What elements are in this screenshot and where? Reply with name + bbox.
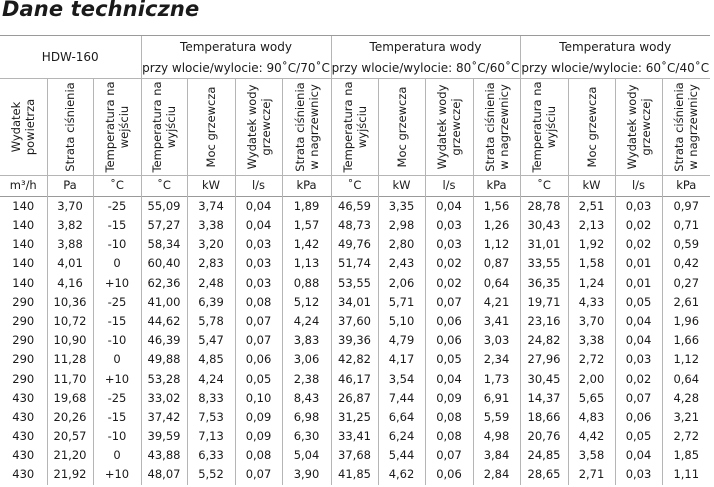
table-cell: 0,09 — [425, 389, 473, 408]
table-cell: 4,16 — [47, 274, 93, 293]
table-cell: 0,06 — [425, 331, 473, 350]
table-cell: 0,04 — [425, 370, 473, 389]
table-cell: 1,73 — [473, 370, 520, 389]
unit-cell: kPa — [473, 176, 520, 197]
table-cell: 19,68 — [47, 389, 93, 408]
table-cell: 0 — [93, 351, 141, 370]
column-header — [141, 79, 187, 176]
table-cell: 30,45 — [520, 370, 568, 389]
column-header — [187, 79, 235, 176]
table-cell: 3,84 — [473, 446, 520, 465]
table-cell: -15 — [93, 216, 141, 235]
table-row — [0, 293, 710, 312]
table-cell: 3,06 — [282, 351, 331, 370]
table-cell: 31,25 — [331, 408, 378, 427]
table-row — [0, 197, 710, 217]
column-header — [520, 79, 568, 176]
table-cell: 4,79 — [378, 331, 425, 350]
table-cell: 0,04 — [235, 197, 282, 217]
table-cell: 33,55 — [520, 255, 568, 274]
table-cell: 10,36 — [47, 293, 93, 312]
table-cell: 3,70 — [568, 312, 615, 331]
table-cell: 3,74 — [187, 197, 235, 217]
table-cell: 0,10 — [235, 389, 282, 408]
table-cell: 2,72 — [568, 351, 615, 370]
table-cell: 4,42 — [568, 427, 615, 446]
table-cell: 430 — [12, 467, 35, 482]
table-cell: 4,98 — [473, 427, 520, 446]
table-cell: 0,06 — [615, 408, 662, 427]
table-cell: 290 — [12, 371, 35, 386]
table-cell: 4,01 — [47, 255, 93, 274]
table-cell: 48,07 — [141, 466, 187, 485]
column-header-label: Moc grzewcza — [584, 86, 599, 168]
table-cell: 0,27 — [662, 274, 710, 293]
column-header — [473, 79, 520, 176]
table-cell: +10 — [93, 370, 141, 389]
table-cell: 2,61 — [662, 293, 710, 312]
column-header-label: Moc grzewcza — [204, 86, 218, 168]
table-cell: 0,09 — [235, 427, 282, 446]
unit-cell: kPa — [662, 176, 710, 197]
table-cell: 140 — [12, 237, 35, 252]
unit-cell: kW — [187, 176, 235, 197]
table-cell: 2,43 — [378, 255, 425, 274]
table-cell: 55,09 — [141, 197, 187, 217]
table-cell: 1,13 — [282, 255, 331, 274]
column-header-label: Strata ciśnienia — [63, 82, 77, 172]
table-cell: 430 — [12, 390, 35, 405]
column-header — [662, 79, 710, 176]
table-cell: -10 — [93, 235, 141, 254]
column-header — [568, 79, 615, 176]
table-cell: 0,06 — [425, 466, 473, 485]
table-cell: 24,85 — [520, 446, 568, 465]
table-cell: 33,41 — [331, 427, 378, 446]
table-cell: 0,01 — [615, 255, 662, 274]
table-cell: 3,90 — [282, 466, 331, 485]
table-cell: 0,88 — [282, 274, 331, 293]
table-cell: 14,37 — [520, 389, 568, 408]
column-header — [378, 79, 425, 176]
table-cell: 39,59 — [141, 427, 187, 446]
table-cell: 0,04 — [235, 216, 282, 235]
table-cell: 0,09 — [235, 408, 282, 427]
table-cell: 3,20 — [187, 235, 235, 254]
table-cell: 4,17 — [378, 351, 425, 370]
table-cell: 3,70 — [47, 197, 93, 217]
table-cell: 2,06 — [378, 274, 425, 293]
table-cell: 430 — [12, 409, 35, 424]
table-cell: 7,44 — [378, 389, 425, 408]
table-cell: 6,24 — [378, 427, 425, 446]
table-cell: 6,39 — [187, 293, 235, 312]
table-cell: 0,07 — [425, 293, 473, 312]
table-cell: 1,92 — [568, 235, 615, 254]
table-cell: 2,84 — [473, 466, 520, 485]
table-cell: 6,91 — [473, 389, 520, 408]
table-cell: 4,33 — [568, 293, 615, 312]
table-cell: 60,40 — [141, 255, 187, 274]
table-cell: 37,68 — [331, 446, 378, 465]
table-cell: 5,52 — [187, 466, 235, 485]
table-cell: 5,12 — [282, 293, 331, 312]
table-cell: 44,62 — [141, 312, 187, 331]
table-cell: 2,38 — [282, 370, 331, 389]
table-row — [0, 351, 710, 370]
table-cell: 20,57 — [47, 427, 93, 446]
table-cell: 5,04 — [282, 446, 331, 465]
table-cell: 0,03 — [235, 255, 282, 274]
group-header-3-line1: Temperatura wody — [520, 36, 710, 58]
table-cell: 3,88 — [47, 235, 93, 254]
table-cell: 0,07 — [235, 312, 282, 331]
table-cell: 2,34 — [473, 351, 520, 370]
group-header-2-line1: Temperatura wody — [331, 36, 520, 58]
table-cell: 0,59 — [662, 235, 710, 254]
table-row — [0, 255, 710, 274]
table-cell: 53,55 — [331, 274, 378, 293]
table-cell: 58,34 — [141, 235, 187, 254]
table-cell: 4,83 — [568, 408, 615, 427]
table-cell: 0,02 — [615, 216, 662, 235]
table-cell: 3,58 — [568, 446, 615, 465]
unit-cell: m³/h — [0, 176, 47, 197]
table-cell: 2,51 — [568, 197, 615, 217]
table-cell: 46,39 — [141, 331, 187, 350]
column-header-label: Strata ciśnienia w nagrzewnicy — [672, 82, 701, 172]
table-cell: 2,13 — [568, 216, 615, 235]
table-cell: 2,48 — [187, 274, 235, 293]
table-cell: -25 — [93, 389, 141, 408]
table-cell: 46,59 — [331, 197, 378, 217]
column-header-label: Temperatura na wyjściu — [150, 81, 178, 173]
table-cell: 24,82 — [520, 331, 568, 350]
table-cell: 0,04 — [615, 312, 662, 331]
unit-cell: kW — [568, 176, 615, 197]
column-header-label: Temperatura na wejściu — [103, 81, 131, 173]
table-cell: 5,44 — [378, 446, 425, 465]
table-cell: 0,03 — [425, 216, 473, 235]
table-cell: 0,64 — [473, 274, 520, 293]
table-cell: 2,00 — [568, 370, 615, 389]
table-cell: -15 — [93, 408, 141, 427]
unit-cell: ˚C — [520, 176, 568, 197]
table-cell: 4,21 — [473, 293, 520, 312]
table-cell: 0,06 — [235, 351, 282, 370]
table-cell: 0,03 — [615, 197, 662, 217]
table-cell: 0,07 — [425, 446, 473, 465]
table-cell: 1,58 — [568, 255, 615, 274]
table-cell: 7,13 — [187, 427, 235, 446]
table-cell: 20,26 — [47, 408, 93, 427]
table-cell: 0,04 — [425, 197, 473, 217]
column-header-label: Wydatek powietrza — [9, 98, 38, 156]
table-cell: 1,12 — [473, 235, 520, 254]
column-header — [47, 79, 93, 176]
unit-cell: l/s — [425, 176, 473, 197]
table-cell: 6,30 — [282, 427, 331, 446]
table-cell: 290 — [12, 294, 35, 309]
table-cell: 2,80 — [378, 235, 425, 254]
group-header-2-line2: przy wlocie/wylocie: 80˚C/60˚C — [331, 57, 520, 79]
table-cell: 5,65 — [568, 389, 615, 408]
table-cell: 3,21 — [662, 408, 710, 427]
table-cell: 8,43 — [282, 389, 331, 408]
table-cell: 1,89 — [282, 197, 331, 217]
table-cell: 3,03 — [473, 331, 520, 350]
table-cell: 2,72 — [662, 427, 710, 446]
table-cell: 1,42 — [282, 235, 331, 254]
table-cell: 51,74 — [331, 255, 378, 274]
table-cell: 6,64 — [378, 408, 425, 427]
page-title: Dane techniczne — [2, 0, 200, 21]
table-cell: 0,05 — [615, 293, 662, 312]
table-cell: 53,28 — [141, 370, 187, 389]
column-header-label: Wydatek wody grzewczej — [624, 84, 653, 170]
table-cell: 0,07 — [235, 466, 282, 485]
table-cell: +10 — [93, 466, 141, 485]
table-cell: 5,78 — [187, 312, 235, 331]
table-cell: 0,08 — [425, 408, 473, 427]
table-cell: 0,03 — [615, 466, 662, 485]
table-row — [0, 446, 710, 465]
table-cell: 3,38 — [568, 331, 615, 350]
table-cell: 34,01 — [331, 293, 378, 312]
table-cell: 0,05 — [425, 351, 473, 370]
table-cell: 430 — [12, 429, 35, 444]
unit-cell: l/s — [615, 176, 662, 197]
table-cell: 8,33 — [187, 389, 235, 408]
table-cell: 0,05 — [235, 370, 282, 389]
table-cell: 4,24 — [282, 312, 331, 331]
table-cell: 5,59 — [473, 408, 520, 427]
table-cell: 46,17 — [331, 370, 378, 389]
table-cell: 0,02 — [425, 255, 473, 274]
table-cell: 0,08 — [425, 427, 473, 446]
table-cell: 6,33 — [187, 446, 235, 465]
table-cell: 1,24 — [568, 274, 615, 293]
table-cell: -25 — [93, 293, 141, 312]
table-cell: 0,07 — [235, 331, 282, 350]
table-cell: 3,54 — [378, 370, 425, 389]
table-row — [0, 389, 710, 408]
table-cell: 140 — [12, 198, 35, 213]
column-header-label: Wydatek wody grzewczej — [244, 84, 273, 170]
table-row — [0, 312, 710, 331]
table-cell: 0,02 — [615, 235, 662, 254]
group-header-1-line2: przy wlocie/wylocie: 90˚C/70˚C — [141, 57, 331, 79]
table-row — [0, 427, 710, 446]
column-header-label: Temperatura na wyjściu — [530, 81, 558, 173]
unit-cell: kW — [378, 176, 425, 197]
table-cell: 37,42 — [141, 408, 187, 427]
table-row — [0, 370, 710, 389]
table-cell: 4,62 — [378, 466, 425, 485]
table-cell: 41,85 — [331, 466, 378, 485]
column-header-label: Moc grzewcza — [394, 86, 409, 168]
table-cell: 6,98 — [282, 408, 331, 427]
table-cell: 0,02 — [615, 370, 662, 389]
unit-cell: ˚C — [331, 176, 378, 197]
table-row — [0, 408, 710, 427]
group-header-1-line1: Temperatura wody — [141, 36, 331, 58]
technical-data-table — [0, 35, 710, 485]
column-header-label: Strata ciśnienia w nagrzewnicy — [292, 82, 321, 172]
table-row — [0, 466, 710, 485]
table-cell: 430 — [12, 448, 35, 463]
table-cell: 18,66 — [520, 408, 568, 427]
table-cell: -10 — [93, 331, 141, 350]
table-cell: 1,11 — [662, 466, 710, 485]
column-header — [615, 79, 662, 176]
unit-cell: ˚C — [93, 176, 141, 197]
table-cell: 4,85 — [187, 351, 235, 370]
table-cell: 0,06 — [425, 312, 473, 331]
table-cell: 0,03 — [235, 235, 282, 254]
table-cell: 0,08 — [235, 293, 282, 312]
table-cell: 290 — [12, 352, 35, 367]
table-cell: 0,01 — [615, 274, 662, 293]
table-cell: 2,71 — [568, 466, 615, 485]
table-cell: 49,88 — [141, 351, 187, 370]
table-cell: 26,87 — [331, 389, 378, 408]
table-cell: 0 — [93, 446, 141, 465]
table-cell: 28,65 — [520, 466, 568, 485]
table-cell: 140 — [12, 218, 35, 233]
unit-cell: kPa — [282, 176, 331, 197]
table-cell: 21,92 — [47, 466, 93, 485]
table-cell: -25 — [93, 197, 141, 217]
unit-cell: Pa — [47, 176, 93, 197]
unit-cell: ˚C — [141, 176, 187, 197]
model-header: HDW-160 — [0, 36, 141, 79]
column-header — [235, 79, 282, 176]
table-cell: 20,76 — [520, 427, 568, 446]
table-cell: 0,87 — [473, 255, 520, 274]
table-cell: 19,71 — [520, 293, 568, 312]
table-cell: 30,43 — [520, 216, 568, 235]
table-cell: 48,73 — [331, 216, 378, 235]
column-header — [282, 79, 331, 176]
table-cell: 27,96 — [520, 351, 568, 370]
table-cell: 11,70 — [47, 370, 93, 389]
table-cell: 140 — [12, 256, 35, 271]
table-cell: 4,28 — [662, 389, 710, 408]
table-cell: 0,05 — [615, 427, 662, 446]
table-cell: 1,26 — [473, 216, 520, 235]
table-cell: 36,35 — [520, 274, 568, 293]
group-header-3-line2: przy wlocie/wylocie: 60˚C/40˚C — [520, 57, 710, 79]
table-cell: 3,83 — [282, 331, 331, 350]
table-row — [0, 274, 710, 293]
table-cell: 0,03 — [425, 235, 473, 254]
table-cell: 5,10 — [378, 312, 425, 331]
table-cell: 0,02 — [425, 274, 473, 293]
table-row — [0, 216, 710, 235]
table-cell: 0,42 — [662, 255, 710, 274]
table-cell: 1,85 — [662, 446, 710, 465]
table-cell: 290 — [12, 333, 35, 348]
table-cell: 2,98 — [378, 216, 425, 235]
table-cell: 0,07 — [615, 389, 662, 408]
table-cell: -10 — [93, 427, 141, 446]
table-cell: 1,96 — [662, 312, 710, 331]
table-cell: 0,03 — [235, 274, 282, 293]
table-cell: 62,36 — [141, 274, 187, 293]
table-cell: 43,88 — [141, 446, 187, 465]
table-cell: 21,20 — [47, 446, 93, 465]
table-cell: 37,60 — [331, 312, 378, 331]
table-cell: 1,57 — [282, 216, 331, 235]
table-cell: 0,04 — [615, 331, 662, 350]
table-cell: 0,71 — [662, 216, 710, 235]
table-cell: 290 — [12, 313, 35, 328]
table-row — [0, 331, 710, 350]
table-cell: 10,90 — [47, 331, 93, 350]
table-cell: 49,76 — [331, 235, 378, 254]
column-header-label: Wydatek wody grzewczej — [435, 84, 463, 170]
table-cell: 41,00 — [141, 293, 187, 312]
table-cell: 33,02 — [141, 389, 187, 408]
column-header-label: Temperatura na wyjściu — [340, 81, 369, 173]
column-header-label: Strata ciśnienia w nagrzewnicy — [482, 82, 511, 172]
table-cell: 2,83 — [187, 255, 235, 274]
table-cell: 28,78 — [520, 197, 568, 217]
table-cell: 57,27 — [141, 216, 187, 235]
table-cell: 0,64 — [662, 370, 710, 389]
table-cell: 4,24 — [187, 370, 235, 389]
table-cell: 0,03 — [615, 351, 662, 370]
table-cell: 39,36 — [331, 331, 378, 350]
table-cell: 23,16 — [520, 312, 568, 331]
table-cell: 3,82 — [47, 216, 93, 235]
table-cell: 42,82 — [331, 351, 378, 370]
table-cell: +10 — [93, 274, 141, 293]
unit-cell: l/s — [235, 176, 282, 197]
table-cell: 5,71 — [378, 293, 425, 312]
table-cell: 0,04 — [615, 446, 662, 465]
table-cell: 31,01 — [520, 235, 568, 254]
table-cell: 5,47 — [187, 331, 235, 350]
table-row — [0, 235, 710, 254]
table-cell: 1,12 — [662, 351, 710, 370]
table-cell: 3,38 — [187, 216, 235, 235]
table-cell: 1,56 — [473, 197, 520, 217]
table-cell: 140 — [12, 275, 35, 290]
table-cell: 3,41 — [473, 312, 520, 331]
table-cell: 0,08 — [235, 446, 282, 465]
column-header — [0, 79, 47, 176]
table-cell: 0 — [93, 255, 141, 274]
table-cell: 11,28 — [47, 351, 93, 370]
table-cell: 1,66 — [662, 331, 710, 350]
table-cell: 10,72 — [47, 312, 93, 331]
column-header — [93, 79, 141, 176]
table-cell: 3,35 — [378, 197, 425, 217]
table-cell: 7,53 — [187, 408, 235, 427]
table-cell: -15 — [93, 312, 141, 331]
column-header — [331, 79, 378, 176]
column-header — [425, 79, 473, 176]
table-cell: 0,97 — [662, 197, 710, 217]
